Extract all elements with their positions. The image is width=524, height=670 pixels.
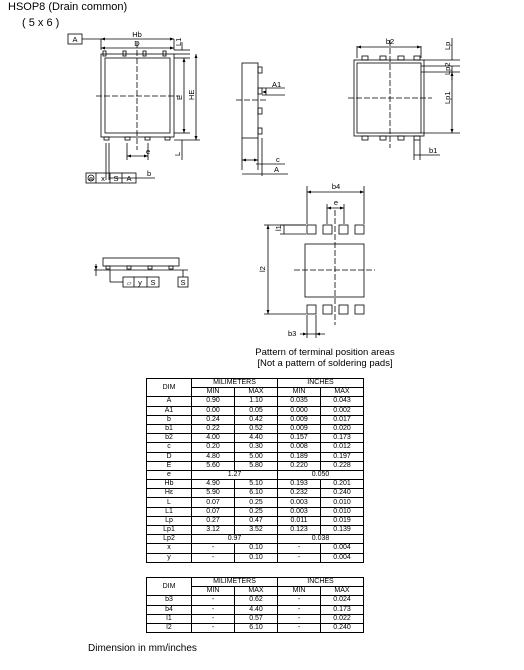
datum-s-label: S: [180, 278, 186, 287]
value-cell: 0.25: [235, 498, 278, 507]
value-cell: 0.010: [321, 507, 364, 516]
he-label: HE: [187, 89, 196, 100]
dim-cell: e: [147, 470, 192, 479]
lp1-label: Lp1: [443, 91, 452, 104]
inches-header: INCHES: [278, 578, 364, 587]
dim-cell: l2: [147, 623, 192, 632]
pattern-caption: [230, 347, 420, 369]
table-row: [147, 489, 364, 498]
dim-cell: L1: [147, 507, 192, 516]
value-cell: 0.017: [321, 415, 364, 424]
dim-cell: c: [147, 443, 192, 452]
value-cell: 5.90: [192, 489, 235, 498]
value-cell: 0.52: [235, 424, 278, 433]
value-cell: 0.019: [321, 516, 364, 525]
value-cell: 0.123: [278, 526, 321, 535]
pattern-caption-line-2: [Not a pattern of soldering pads]: [257, 358, 393, 369]
b3-label: b3: [288, 329, 297, 338]
value-cell: -: [278, 596, 321, 605]
value-cell: 0.012: [321, 443, 364, 452]
units-footnote: Dimension in mm/inches: [88, 643, 197, 654]
value-cell: 4.80: [192, 452, 235, 461]
l2-pattern-label: l2: [258, 266, 267, 272]
value-cell: 5.00: [235, 452, 278, 461]
value-cell: 0.10: [235, 544, 278, 553]
table-row: [147, 605, 364, 614]
value-cell: 0.232: [278, 489, 321, 498]
value-cell: -: [192, 614, 235, 623]
flatness-symbol: ⏥: [126, 281, 132, 287]
value-cell: 1.10: [235, 397, 278, 406]
value-cell: 0.009: [278, 415, 321, 424]
value-cell: 0.004: [321, 553, 364, 562]
value-cell: 0.201: [321, 480, 364, 489]
dim-cell: Hε: [147, 489, 192, 498]
dim-cell: x: [147, 544, 192, 553]
tol-y-s-label: S: [150, 278, 156, 287]
dim-cell: b3: [147, 596, 192, 605]
value-cell: 0.42: [235, 415, 278, 424]
value-cell: 0.57: [235, 614, 278, 623]
value-cell: -: [192, 623, 235, 632]
hd-label: Hb: [132, 30, 142, 39]
value-cell: 0.011: [278, 516, 321, 525]
dim-header: DIM: [147, 379, 192, 397]
dim-cell: D: [147, 452, 192, 461]
value-cell: 0.008: [278, 443, 321, 452]
value-cell: -: [192, 544, 235, 553]
tol-x-s-label: S: [113, 174, 119, 183]
table-row: [147, 535, 364, 544]
dim-cell: L: [147, 498, 192, 507]
position-symbol: ⊕: [88, 177, 94, 183]
dimension-table: [146, 378, 364, 563]
value-cell: 0.157: [278, 434, 321, 443]
value-cell: 0.024: [321, 596, 364, 605]
value-cell: 0.022: [321, 614, 364, 623]
e-pitch-label: e: [146, 147, 151, 156]
lp-label: Lp: [443, 41, 452, 50]
a-label: A: [274, 165, 280, 174]
in-min-header: MIN: [278, 388, 321, 397]
value-cell: 0.228: [321, 461, 364, 470]
pattern-caption-line-1: Pattern of terminal position areas: [255, 347, 395, 358]
value-cell: 0.000: [278, 406, 321, 415]
value-cell: 0.004: [321, 544, 364, 553]
value-cell: 0.07: [192, 498, 235, 507]
value-cell: 0.197: [321, 452, 364, 461]
value-cell: -: [192, 553, 235, 562]
table-row: [147, 470, 364, 479]
a1-label: A1: [272, 80, 282, 89]
value-cell: -: [278, 553, 321, 562]
table-row: [147, 516, 364, 525]
table-row: [147, 596, 364, 605]
value-cell: 6.10: [235, 489, 278, 498]
table-row: [147, 424, 364, 433]
dim-cell: A1: [147, 406, 192, 415]
dim-cell: Lp1: [147, 526, 192, 535]
table-row: [147, 544, 364, 553]
value-cell: 0.009: [278, 424, 321, 433]
value-cell: 1.27: [192, 470, 278, 479]
c-label: c: [276, 155, 280, 164]
value-cell: 4.00: [192, 434, 235, 443]
value-cell: -: [278, 544, 321, 553]
value-cell: -: [192, 605, 235, 614]
in-max-header: MAX: [321, 587, 364, 596]
dim-header: DIM: [147, 578, 192, 596]
mm-header: MILIMETERS: [192, 578, 278, 587]
inches-header: INCHES: [278, 379, 364, 388]
in-max-header: MAX: [321, 388, 364, 397]
table-row: [147, 452, 364, 461]
table-row: [147, 406, 364, 415]
e-dim-label: E: [175, 94, 184, 100]
tol-x-a-label: A: [126, 174, 132, 183]
value-cell: 0.002: [321, 406, 364, 415]
mm-min-header: MIN: [192, 587, 235, 596]
value-cell: 0.05: [235, 406, 278, 415]
dim-cell: Lp: [147, 516, 192, 525]
dim-cell: Hb: [147, 480, 192, 489]
datum-a-label: A: [72, 35, 78, 44]
land-pattern-table: [146, 577, 364, 633]
b1-label: b1: [429, 146, 438, 155]
value-cell: 0.90: [192, 397, 235, 406]
mm-header: MILIMETERS: [192, 379, 278, 388]
mm-max-header: MAX: [235, 587, 278, 596]
dim-cell: b1: [147, 424, 192, 433]
table-row: [147, 415, 364, 424]
tol-y-label: y: [138, 278, 142, 287]
value-cell: 0.193: [278, 480, 321, 489]
value-cell: 0.020: [321, 424, 364, 433]
table-row: [147, 553, 364, 562]
value-cell: 0.240: [321, 623, 364, 632]
value-cell: 0.038: [278, 535, 364, 544]
value-cell: 0.22: [192, 424, 235, 433]
value-cell: 0.30: [235, 443, 278, 452]
value-cell: 0.20: [192, 443, 235, 452]
value-cell: 5.10: [235, 480, 278, 489]
value-cell: 4.40: [235, 605, 278, 614]
value-cell: 0.00: [192, 406, 235, 415]
dim-cell: A: [147, 397, 192, 406]
table-row: [147, 434, 364, 443]
dim-cell: y: [147, 553, 192, 562]
value-cell: 0.173: [321, 605, 364, 614]
table-row: [147, 397, 364, 406]
value-cell: 5.80: [235, 461, 278, 470]
value-cell: 0.173: [321, 434, 364, 443]
tol-x-label: x: [101, 174, 105, 183]
value-cell: -: [278, 614, 321, 623]
table-row: [147, 443, 364, 452]
value-cell: 0.043: [321, 397, 364, 406]
l-label: L: [173, 151, 182, 156]
lp2-label: Lp2: [443, 62, 452, 75]
value-cell: 6.10: [235, 623, 278, 632]
dim-cell: l1: [147, 614, 192, 623]
value-cell: 0.003: [278, 498, 321, 507]
value-cell: 0.050: [278, 470, 364, 479]
table-row: [147, 623, 364, 632]
dim-cell: Lp2: [147, 535, 192, 544]
value-cell: 4.90: [192, 480, 235, 489]
dim-cell: b2: [147, 434, 192, 443]
value-cell: 0.25: [235, 507, 278, 516]
table-row: [147, 461, 364, 470]
mm-min-header: MIN: [192, 388, 235, 397]
value-cell: 0.035: [278, 397, 321, 406]
value-cell: 0.139: [321, 526, 364, 535]
value-cell: 3.12: [192, 526, 235, 535]
value-cell: -: [278, 623, 321, 632]
table-row: [147, 480, 364, 489]
l1-label: L1: [174, 37, 183, 46]
table-row: [147, 507, 364, 516]
value-cell: 0.27: [192, 516, 235, 525]
l1-pattern-label: l1: [274, 225, 283, 231]
table-row: [147, 614, 364, 623]
value-cell: -: [278, 605, 321, 614]
value-cell: -: [192, 596, 235, 605]
value-cell: 0.003: [278, 507, 321, 516]
b-label: b: [147, 169, 152, 178]
value-cell: 0.240: [321, 489, 364, 498]
mm-max-header: MAX: [235, 388, 278, 397]
value-cell: 0.10: [235, 553, 278, 562]
value-cell: 0.24: [192, 415, 235, 424]
value-cell: 0.62: [235, 596, 278, 605]
dim-cell: E: [147, 461, 192, 470]
package-size: ( 5 x 6 ): [22, 17, 60, 29]
value-cell: 0.07: [192, 507, 235, 516]
value-cell: 0.189: [278, 452, 321, 461]
b2-label: b2: [385, 37, 395, 46]
table-row: [147, 498, 364, 507]
value-cell: 3.52: [235, 526, 278, 535]
table-row: [147, 526, 364, 535]
drawing-title: HSOP8 (Drain common): [8, 1, 128, 13]
value-cell: 5.60: [192, 461, 235, 470]
value-cell: 4.40: [235, 434, 278, 443]
d-label: D: [134, 39, 140, 48]
dim-cell: b4: [147, 605, 192, 614]
e-pattern-label: e: [333, 198, 339, 207]
b4-label: b4: [331, 182, 341, 191]
value-cell: 0.010: [321, 498, 364, 507]
dim-cell: b: [147, 415, 192, 424]
value-cell: 0.220: [278, 461, 321, 470]
value-cell: 0.97: [192, 535, 278, 544]
value-cell: 0.47: [235, 516, 278, 525]
in-min-header: MIN: [278, 587, 321, 596]
